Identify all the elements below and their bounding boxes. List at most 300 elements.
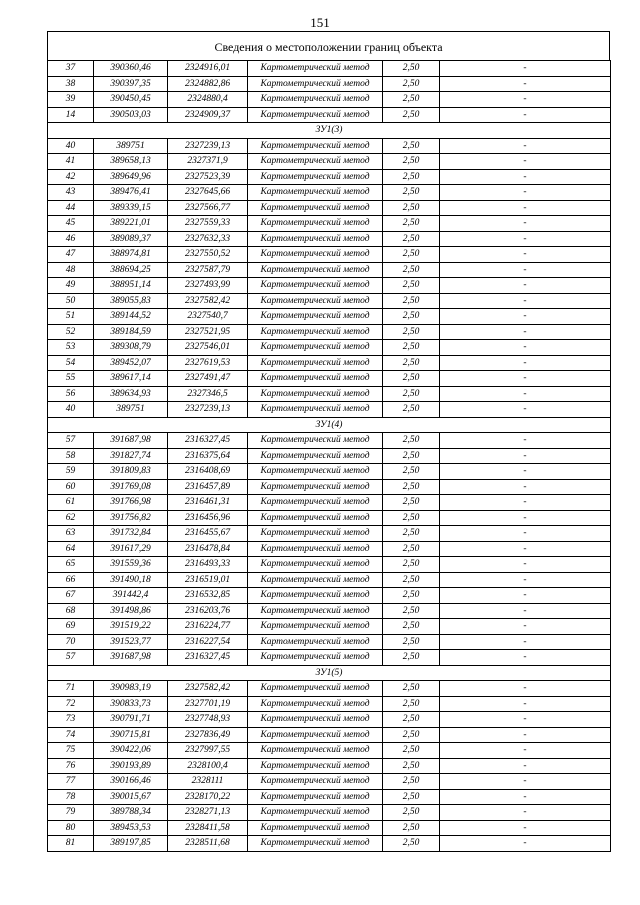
- point-number-cell: 60: [48, 479, 94, 495]
- precision-cell: 2,50: [383, 309, 440, 325]
- description-cell: -: [440, 107, 611, 123]
- x-coordinate-cell: 389197,85: [94, 836, 168, 852]
- y-coordinate-cell: 2327587,79: [168, 262, 248, 278]
- method-cell: Картометрический метод: [248, 355, 383, 371]
- precision-cell: 2,50: [383, 293, 440, 309]
- point-number-cell: 57: [48, 650, 94, 666]
- x-coordinate-cell: 391498,86: [94, 603, 168, 619]
- method-cell: Картометрический метод: [248, 371, 383, 387]
- point-number-cell: 79: [48, 805, 94, 821]
- point-number-cell: 40: [48, 402, 94, 418]
- description-cell: -: [440, 200, 611, 216]
- table-row: [48, 92, 611, 108]
- table-row: [48, 495, 611, 511]
- point-number-cell: 49: [48, 278, 94, 294]
- method-cell: Картометрический метод: [248, 572, 383, 588]
- x-coordinate-cell: 390397,35: [94, 76, 168, 92]
- precision-cell: 2,50: [383, 262, 440, 278]
- table-row: [48, 278, 611, 294]
- precision-cell: 2,50: [383, 696, 440, 712]
- y-coordinate-cell: 2327582,42: [168, 681, 248, 697]
- point-number-cell: 80: [48, 820, 94, 836]
- description-cell: -: [440, 572, 611, 588]
- method-cell: Картометрический метод: [248, 231, 383, 247]
- point-number-cell: 14: [48, 107, 94, 123]
- description-cell: -: [440, 820, 611, 836]
- point-number-cell: 77: [48, 774, 94, 790]
- method-cell: Картометрический метод: [248, 293, 383, 309]
- description-cell: -: [440, 92, 611, 108]
- y-coordinate-cell: 2316203,76: [168, 603, 248, 619]
- y-coordinate-cell: 2316457,89: [168, 479, 248, 495]
- method-cell: Картометрический метод: [248, 743, 383, 759]
- precision-cell: 2,50: [383, 371, 440, 387]
- method-cell: Картометрический метод: [248, 448, 383, 464]
- x-coordinate-cell: 389751: [94, 402, 168, 418]
- table-row: [48, 619, 611, 635]
- table-row: [48, 541, 611, 557]
- x-coordinate-cell: 389144,52: [94, 309, 168, 325]
- x-coordinate-cell: 390503,03: [94, 107, 168, 123]
- y-coordinate-cell: 2324880,4: [168, 92, 248, 108]
- point-number-cell: 72: [48, 696, 94, 712]
- y-coordinate-cell: 2328111: [168, 774, 248, 790]
- point-number-cell: 73: [48, 712, 94, 728]
- y-coordinate-cell: 2316327,45: [168, 650, 248, 666]
- y-coordinate-cell: 2316493,33: [168, 557, 248, 573]
- x-coordinate-cell: 389339,15: [94, 200, 168, 216]
- table-row: [48, 402, 611, 418]
- precision-cell: 2,50: [383, 836, 440, 852]
- method-cell: Картометрический метод: [248, 727, 383, 743]
- table-row: [48, 650, 611, 666]
- y-coordinate-cell: 2328511,68: [168, 836, 248, 852]
- method-cell: Картометрический метод: [248, 61, 383, 77]
- x-coordinate-cell: 389452,07: [94, 355, 168, 371]
- method-cell: Картометрический метод: [248, 107, 383, 123]
- description-cell: -: [440, 231, 611, 247]
- table-row: [48, 572, 611, 588]
- method-cell: Картометрический метод: [248, 247, 383, 263]
- precision-cell: 2,50: [383, 324, 440, 340]
- description-cell: -: [440, 526, 611, 542]
- description-cell: -: [440, 541, 611, 557]
- precision-cell: 2,50: [383, 479, 440, 495]
- point-number-cell: 39: [48, 92, 94, 108]
- table-row: [48, 386, 611, 402]
- precision-cell: 2,50: [383, 743, 440, 759]
- point-number-cell: 50: [48, 293, 94, 309]
- method-cell: Картометрический метод: [248, 526, 383, 542]
- table-row: [48, 557, 611, 573]
- precision-cell: 2,50: [383, 200, 440, 216]
- y-coordinate-cell: 2316408,69: [168, 464, 248, 480]
- description-cell: -: [440, 386, 611, 402]
- point-number-cell: 48: [48, 262, 94, 278]
- table-row: [48, 185, 611, 201]
- table-row: [48, 836, 611, 852]
- x-coordinate-cell: 388951,14: [94, 278, 168, 294]
- precision-cell: 2,50: [383, 231, 440, 247]
- method-cell: Картометрический метод: [248, 309, 383, 325]
- method-cell: Картометрический метод: [248, 789, 383, 805]
- group-header-row: [48, 417, 611, 433]
- table-row: [48, 340, 611, 356]
- description-cell: -: [440, 355, 611, 371]
- y-coordinate-cell: 2316461,31: [168, 495, 248, 511]
- table-row: [48, 727, 611, 743]
- y-coordinate-cell: 2324882,86: [168, 76, 248, 92]
- precision-cell: 2,50: [383, 76, 440, 92]
- point-number-cell: 65: [48, 557, 94, 573]
- y-coordinate-cell: 2327521,95: [168, 324, 248, 340]
- method-cell: Картометрический метод: [248, 138, 383, 154]
- precision-cell: 2,50: [383, 650, 440, 666]
- y-coordinate-cell: 2316456,96: [168, 510, 248, 526]
- description-cell: -: [440, 619, 611, 635]
- precision-cell: 2,50: [383, 185, 440, 201]
- point-number-cell: 74: [48, 727, 94, 743]
- point-number-cell: 55: [48, 371, 94, 387]
- x-coordinate-cell: 391766,98: [94, 495, 168, 511]
- y-coordinate-cell: 2327582,42: [168, 293, 248, 309]
- description-cell: -: [440, 340, 611, 356]
- description-cell: -: [440, 634, 611, 650]
- y-coordinate-cell: 2328411,58: [168, 820, 248, 836]
- method-cell: Картометрический метод: [248, 557, 383, 573]
- precision-cell: 2,50: [383, 634, 440, 650]
- method-cell: Картометрический метод: [248, 464, 383, 480]
- precision-cell: 2,50: [383, 355, 440, 371]
- precision-cell: 2,50: [383, 681, 440, 697]
- description-cell: -: [440, 371, 611, 387]
- description-cell: -: [440, 309, 611, 325]
- y-coordinate-cell: 2327346,5: [168, 386, 248, 402]
- precision-cell: 2,50: [383, 448, 440, 464]
- method-cell: Картометрический метод: [248, 588, 383, 604]
- table-row: [48, 247, 611, 263]
- precision-cell: 2,50: [383, 433, 440, 449]
- point-number-cell: 75: [48, 743, 94, 759]
- x-coordinate-cell: 390450,45: [94, 92, 168, 108]
- point-number-cell: 78: [48, 789, 94, 805]
- point-number-cell: 42: [48, 169, 94, 185]
- table-row: [48, 743, 611, 759]
- table-row: [48, 371, 611, 387]
- description-cell: -: [440, 603, 611, 619]
- y-coordinate-cell: 2327566,77: [168, 200, 248, 216]
- precision-cell: 2,50: [383, 278, 440, 294]
- x-coordinate-cell: 390360,46: [94, 61, 168, 77]
- point-number-cell: 63: [48, 526, 94, 542]
- precision-cell: 2,50: [383, 61, 440, 77]
- description-cell: -: [440, 774, 611, 790]
- table-row: [48, 805, 611, 821]
- table-row: [48, 433, 611, 449]
- precision-cell: 2,50: [383, 340, 440, 356]
- precision-cell: 2,50: [383, 619, 440, 635]
- table-row: [48, 681, 611, 697]
- point-number-cell: 44: [48, 200, 94, 216]
- group-label: ЗУ1(5): [48, 665, 611, 681]
- method-cell: Картометрический метод: [248, 216, 383, 232]
- description-cell: -: [440, 727, 611, 743]
- precision-cell: 2,50: [383, 138, 440, 154]
- x-coordinate-cell: 391687,98: [94, 433, 168, 449]
- y-coordinate-cell: 2327559,33: [168, 216, 248, 232]
- table-row: [48, 510, 611, 526]
- point-number-cell: 52: [48, 324, 94, 340]
- precision-cell: 2,50: [383, 402, 440, 418]
- x-coordinate-cell: 388974,81: [94, 247, 168, 263]
- table-body: [48, 61, 611, 852]
- y-coordinate-cell: 2327836,49: [168, 727, 248, 743]
- x-coordinate-cell: 389308,79: [94, 340, 168, 356]
- table-row: [48, 231, 611, 247]
- description-cell: -: [440, 743, 611, 759]
- y-coordinate-cell: 2316224,77: [168, 619, 248, 635]
- description-cell: -: [440, 293, 611, 309]
- y-coordinate-cell: 2327550,52: [168, 247, 248, 263]
- method-cell: Картометрический метод: [248, 185, 383, 201]
- method-cell: Картометрический метод: [248, 774, 383, 790]
- method-cell: Картометрический метод: [248, 805, 383, 821]
- precision-cell: 2,50: [383, 526, 440, 542]
- precision-cell: 2,50: [383, 805, 440, 821]
- method-cell: Картометрический метод: [248, 402, 383, 418]
- x-coordinate-cell: 390166,46: [94, 774, 168, 790]
- table-row: [48, 774, 611, 790]
- description-cell: -: [440, 495, 611, 511]
- x-coordinate-cell: 391827,74: [94, 448, 168, 464]
- table-row: [48, 61, 611, 77]
- x-coordinate-cell: 391523,77: [94, 634, 168, 650]
- method-cell: Картометрический метод: [248, 154, 383, 170]
- group-header-row: [48, 123, 611, 139]
- x-coordinate-cell: 389089,37: [94, 231, 168, 247]
- x-coordinate-cell: 391617,29: [94, 541, 168, 557]
- method-cell: Картометрический метод: [248, 696, 383, 712]
- point-number-cell: 43: [48, 185, 94, 201]
- table-row: [48, 293, 611, 309]
- point-number-cell: 64: [48, 541, 94, 557]
- x-coordinate-cell: 390791,71: [94, 712, 168, 728]
- method-cell: Картометрический метод: [248, 200, 383, 216]
- point-number-cell: 59: [48, 464, 94, 480]
- table-row: [48, 107, 611, 123]
- point-number-cell: 47: [48, 247, 94, 263]
- precision-cell: 2,50: [383, 541, 440, 557]
- point-number-cell: 51: [48, 309, 94, 325]
- x-coordinate-cell: 389453,53: [94, 820, 168, 836]
- precision-cell: 2,50: [383, 774, 440, 790]
- point-number-cell: 58: [48, 448, 94, 464]
- description-cell: -: [440, 696, 611, 712]
- method-cell: Картометрический метод: [248, 76, 383, 92]
- precision-cell: 2,50: [383, 572, 440, 588]
- table-row: [48, 448, 611, 464]
- y-coordinate-cell: 2324909,37: [168, 107, 248, 123]
- description-cell: -: [440, 464, 611, 480]
- x-coordinate-cell: 391687,98: [94, 650, 168, 666]
- coordinates-sheet: [47, 31, 610, 852]
- point-number-cell: 37: [48, 61, 94, 77]
- precision-cell: 2,50: [383, 588, 440, 604]
- precision-cell: 2,50: [383, 92, 440, 108]
- precision-cell: 2,50: [383, 495, 440, 511]
- y-coordinate-cell: 2327546,01: [168, 340, 248, 356]
- table-row: [48, 154, 611, 170]
- table-row: [48, 479, 611, 495]
- y-coordinate-cell: 2327540,7: [168, 309, 248, 325]
- table-row: [48, 76, 611, 92]
- x-coordinate-cell: 391442,4: [94, 588, 168, 604]
- table-row: [48, 138, 611, 154]
- description-cell: -: [440, 402, 611, 418]
- point-number-cell: 67: [48, 588, 94, 604]
- y-coordinate-cell: 2316532,85: [168, 588, 248, 604]
- y-coordinate-cell: 2316478,84: [168, 541, 248, 557]
- x-coordinate-cell: 389751: [94, 138, 168, 154]
- x-coordinate-cell: 389476,41: [94, 185, 168, 201]
- y-coordinate-cell: 2327523,39: [168, 169, 248, 185]
- table-row: [48, 216, 611, 232]
- description-cell: -: [440, 479, 611, 495]
- x-coordinate-cell: 390715,81: [94, 727, 168, 743]
- x-coordinate-cell: 390983,19: [94, 681, 168, 697]
- x-coordinate-cell: 391490,18: [94, 572, 168, 588]
- y-coordinate-cell: 2327371,9: [168, 154, 248, 170]
- point-number-cell: 57: [48, 433, 94, 449]
- point-number-cell: 71: [48, 681, 94, 697]
- point-number-cell: 56: [48, 386, 94, 402]
- x-coordinate-cell: 389649,96: [94, 169, 168, 185]
- table-row: [48, 169, 611, 185]
- method-cell: Картометрический метод: [248, 510, 383, 526]
- y-coordinate-cell: 2316227,54: [168, 634, 248, 650]
- y-coordinate-cell: 2328100,4: [168, 758, 248, 774]
- method-cell: Картометрический метод: [248, 386, 383, 402]
- precision-cell: 2,50: [383, 758, 440, 774]
- precision-cell: 2,50: [383, 557, 440, 573]
- y-coordinate-cell: 2316327,45: [168, 433, 248, 449]
- description-cell: -: [440, 758, 611, 774]
- page-number: 151: [310, 15, 330, 30]
- table-row: [48, 789, 611, 805]
- method-cell: Картометрический метод: [248, 619, 383, 635]
- method-cell: Картометрический метод: [248, 712, 383, 728]
- point-number-cell: 70: [48, 634, 94, 650]
- point-number-cell: 66: [48, 572, 94, 588]
- x-coordinate-cell: 389055,83: [94, 293, 168, 309]
- method-cell: Картометрический метод: [248, 541, 383, 557]
- description-cell: -: [440, 61, 611, 77]
- precision-cell: 2,50: [383, 510, 440, 526]
- y-coordinate-cell: 2316375,64: [168, 448, 248, 464]
- method-cell: Картометрический метод: [248, 92, 383, 108]
- table-row: [48, 712, 611, 728]
- precision-cell: 2,50: [383, 603, 440, 619]
- y-coordinate-cell: 2327748,93: [168, 712, 248, 728]
- description-cell: -: [440, 588, 611, 604]
- y-coordinate-cell: 2328271,13: [168, 805, 248, 821]
- x-coordinate-cell: 389617,14: [94, 371, 168, 387]
- description-cell: -: [440, 433, 611, 449]
- table-title: Сведения о местоположении границ объекта: [47, 31, 610, 61]
- point-number-cell: 68: [48, 603, 94, 619]
- description-cell: -: [440, 76, 611, 92]
- y-coordinate-cell: 2328170,22: [168, 789, 248, 805]
- point-number-cell: 46: [48, 231, 94, 247]
- point-number-cell: 69: [48, 619, 94, 635]
- description-cell: -: [440, 169, 611, 185]
- x-coordinate-cell: 390015,67: [94, 789, 168, 805]
- x-coordinate-cell: 389658,13: [94, 154, 168, 170]
- table-row: [48, 588, 611, 604]
- point-number-cell: 53: [48, 340, 94, 356]
- precision-cell: 2,50: [383, 464, 440, 480]
- y-coordinate-cell: 2327701,19: [168, 696, 248, 712]
- precision-cell: 2,50: [383, 107, 440, 123]
- y-coordinate-cell: 2327645,66: [168, 185, 248, 201]
- description-cell: -: [440, 138, 611, 154]
- table-row: [48, 758, 611, 774]
- x-coordinate-cell: 389788,34: [94, 805, 168, 821]
- precision-cell: 2,50: [383, 386, 440, 402]
- point-number-cell: 61: [48, 495, 94, 511]
- description-cell: -: [440, 448, 611, 464]
- precision-cell: 2,50: [383, 169, 440, 185]
- point-number-cell: 38: [48, 76, 94, 92]
- y-coordinate-cell: 2316455,67: [168, 526, 248, 542]
- x-coordinate-cell: 391519,22: [94, 619, 168, 635]
- method-cell: Картометрический метод: [248, 820, 383, 836]
- x-coordinate-cell: 391809,83: [94, 464, 168, 480]
- y-coordinate-cell: 2327632,33: [168, 231, 248, 247]
- description-cell: -: [440, 789, 611, 805]
- description-cell: -: [440, 712, 611, 728]
- point-number-cell: 41: [48, 154, 94, 170]
- x-coordinate-cell: 389634,93: [94, 386, 168, 402]
- description-cell: -: [440, 216, 611, 232]
- description-cell: -: [440, 154, 611, 170]
- precision-cell: 2,50: [383, 727, 440, 743]
- method-cell: Картометрический метод: [248, 603, 383, 619]
- group-header-row: [48, 665, 611, 681]
- x-coordinate-cell: 390422,06: [94, 743, 168, 759]
- description-cell: -: [440, 681, 611, 697]
- description-cell: -: [440, 324, 611, 340]
- x-coordinate-cell: 390193,89: [94, 758, 168, 774]
- table-row: [48, 603, 611, 619]
- method-cell: Картометрический метод: [248, 634, 383, 650]
- y-coordinate-cell: 2327997,55: [168, 743, 248, 759]
- y-coordinate-cell: 2327493,99: [168, 278, 248, 294]
- point-number-cell: 40: [48, 138, 94, 154]
- y-coordinate-cell: 2327239,13: [168, 402, 248, 418]
- x-coordinate-cell: 391732,84: [94, 526, 168, 542]
- y-coordinate-cell: 2327239,13: [168, 138, 248, 154]
- group-label: ЗУ1(3): [48, 123, 611, 139]
- table-row: [48, 355, 611, 371]
- coordinates-table: [47, 60, 611, 852]
- method-cell: Картометрический метод: [248, 433, 383, 449]
- method-cell: Картометрический метод: [248, 681, 383, 697]
- table-row: [48, 464, 611, 480]
- table-row: [48, 324, 611, 340]
- table-row: [48, 696, 611, 712]
- table-row: [48, 200, 611, 216]
